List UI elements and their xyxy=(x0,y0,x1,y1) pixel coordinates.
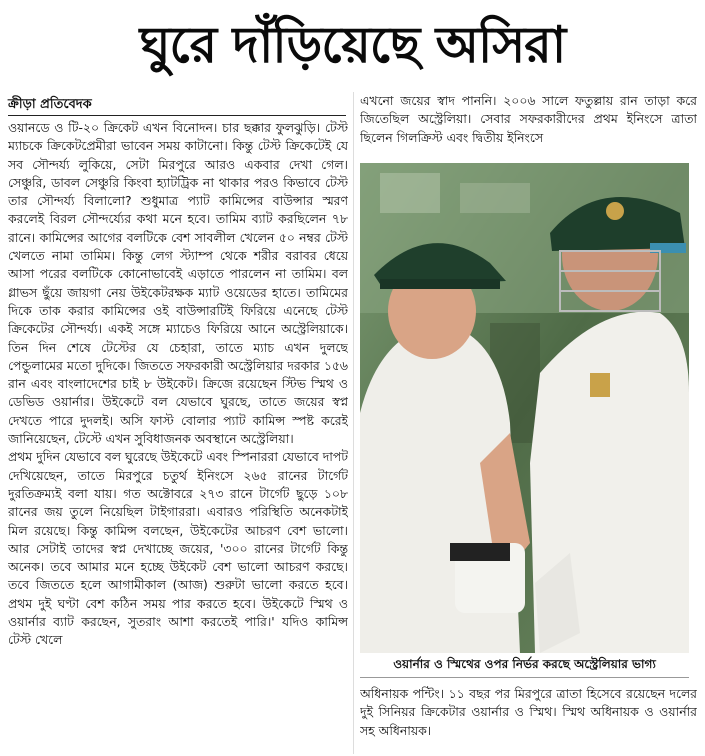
article-paragraph-2: প্রথম দুদিন যেভাবে বল ঘুরেছে উইকেটে এবং স্পিনাররা যেভাবে দাপট দেখিয়েছেন, তাতে মিরপুরে চতুর্থ ইনিংসে ২৬৫ রানের টার্গেট দুরতিক্রম্যই বলা যায়। গত অক্টোবরে ২৭৩ রানে টার্গেট ছুড়ে ১০৮ রানের জয় তুলে নিয়েছিল টাইগাররা। এবারও পরিস্থিতি অনেকটাই মিল রয়েছে। কিন্তু কামিন্স বলছেন, উইকেটের আচরণ বেশ ভালো। আর সেটাই তাদের স্বপ্ন দেখাচ্ছে জয়ের, '৩০০ রানের টার্গেট কিন্তু অনেক। তবে আমার মনে হচ্ছে উইকেট বেশ ভালো আচরণ করছে। তবে জিততে হলে আগামীকাল (আজ) শুরুটা ভালো করতে হবে। প্রথম দুই ঘণ্টা বেশ কঠিন সময় পার করতে হবে। উইকেটে স্মিথ ও ওয়ার্নার ব্যাট করছেন, সুতরাং আশা করতেই পারি।' যদিও কামিন্স টেস্ট খেলে xyxy=(8,449,348,648)
column-divider xyxy=(353,92,354,754)
article-paragraph-1: ওয়ানডে ও টি-২০ ক্রিকেট এখন বিনোদন। চার ছক্কার ফুলঝুড়ি। টেস্ট ম্যাচকে ক্রিকেটপ্রেমীরা ভাবেন সময় কাটানো। কিন্তু টেস্ট ক্রিকেটেই যে সব সৌন্দর্য্য লুকিয়ে, সেটা মিরপুরে আরও একবার দেখা গেল। সেঞ্চুরি, ডাবল সেঞ্চুরি কিংবা হ্যাটট্রিক না থাকার পরও কিভাবে টেস্ট তার সৌন্দর্য্য বিলালো? শুধুমাত্র প্যাট কামিন্সের বাউন্সার স্মরণ করলেই বিরল সৌন্দর্য্যের কথা মনে হবে। তামিম ব্যাট করছিলেন ৭৮ রানে। কামিন্সের আগের বলটিকে বেশ সাবলীল খেলেন ৫০ নম্বর টেস্ট খেলতে নামা তামিম। কিন্তু লেগ স্ট্যাম্প থেকে শরীর বরাবর ধেয়ে আসা পরের বলটিকে কোনোভাবেই এড়াতে পারলেন না তামিম। বল গ্লাভস ছুঁয়ে জায়গা নেয় উইকেটরক্ষক ম্যাট ওয়েডের হাতে। তামিমের দিকে তাক করার কামিন্সের ওই বাউন্সারটিই ফিরিয়ে এনেছে টেস্ট ক্রিকেটের সৌন্দর্য্য। একই সঙ্গে ম্যাচেও ফিরিয়ে আনে অস্ট্রেলিয়াকে। তিন দিন শেষে টেস্টের যে চেহারা, তাতে ম্যাচ এখন দুলছে পেন্ডুলামের মতো দুদিকে। জিততে সফরকারী অস্ট্রেলিয়ার দরকার ১৫৬ রান এবং বাংলাদেশের চাই ৮ উইকেট। ক্রিজে রয়েছেন স্টিভ স্মিথ ও ডেভিড ওয়ার্নার। উইকেটে বল যেভাবে ঘুরছে, তাতে জয়ের স্বপ্ন দেখতে পারে দুদলই। অসি ফাস্ট বোলার প্যাট কামিন্স স্পষ্ট করেই জানিয়েছেন, টেস্টে এখন সুবিধাজনক অবস্থানে অস্ট্রেলিয়া। xyxy=(8,120,348,447)
article-photo xyxy=(360,163,689,653)
photo-caption: ওয়ার্নার ও স্মিথের ওপর নির্ভর করছে অস্ট্রেলিয়ার ভাগ্য xyxy=(393,657,656,671)
byline: ক্রীড়া প্রতিবেদক xyxy=(8,97,92,112)
caption-rule xyxy=(360,677,689,678)
byline-rule xyxy=(8,115,346,116)
article-left-column xyxy=(8,119,348,755)
article-right-column-bottom: অধিনায়ক পন্টিং। ১১ বছর পর মিরপুরে ত্রাতা হিসেবে রয়েছেন দলের দুই সিনিয়র ক্রিকেটার ওয়ার্নার ও স্মিথ। স্মিথ অধিনায়ক ও ওয়ার্নার সহ অধিনায়ক। xyxy=(360,686,697,738)
cricketers-photo-illustration xyxy=(360,163,689,653)
article-right-column-top: এখনো জয়ের স্বাদ পাননি। ২০০৬ সালে ফতুল্লায় রান তাড়া করে জিতেছিল অস্ট্রেলিয়া। সেবার সফরকারীদের প্রথম ইনিংসে ত্রাতা ছিলেন গিলক্রিস্ট এবং দ্বিতীয় ইনিংসে xyxy=(360,93,697,145)
headline: ঘুরে দাঁড়িয়েছে অসিরা xyxy=(139,16,566,74)
